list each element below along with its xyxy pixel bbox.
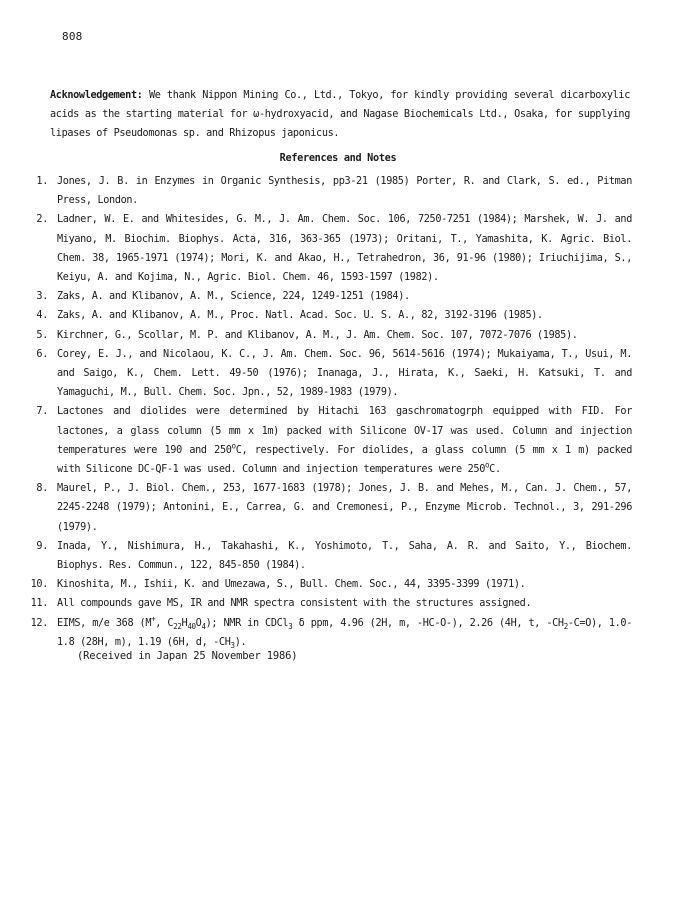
reference-number: 1. [36,176,48,187]
reference-text-part: C, respectively. For diolides, a glass column (5 mm x 1 m) packed with Silicone DC-QF-1 was used. Column and injection temperatures were 250 [57,444,632,476]
reference-text: Jones, J. B. in Enzymes in Organic Synthesis, pp3-21 (1985) Porter, R. and Clark, S. ed., Pitman Press, London. [57,176,632,207]
reference-item [20,306,632,325]
reference-text: Inada, Y., Nishimura, H., Takahashi, K., Yoshimoto, T., Saha, A. R. and Saito, Y., Biochem. Biophys. Res. Commun., 122, 845-850 (1984). [57,540,632,572]
degree-superscript: o [231,441,236,451]
reference-number: 2. [36,214,48,226]
reference-item [20,614,632,652]
reference-number: 10. [30,579,48,591]
acknowledgement-text: We thank Nippon Mining Co., Ltd., Tokyo, for kindly providing several dicarboxylic acids as the starting material for ω-hydroxyacid, and Nagase Biochemicals Ltd., Osaka, for supplying lipases of Pseudomonas sp. and Rhizopus japonicus. [50,90,630,140]
page-number: 808 [62,30,83,43]
reference-text: Ladner, W. E. and Whitesides, G. M., J. Am. Chem. Soc. 106, 7250-7251 (1984); Marshek, W. J. and Miyano, M. Biochim. Biophys. Acta, 316, 363-365 (1973); Oritani, T., Yamashita, K. Agric. Biol. Chem. 38, 1965-1971 (1974); Mori, K. and Akao, H., Tetrahedron, 36, 91-96 (1980); Iriuchijima, S., Keiyu, A. and Kojima, N., Agric. Biol. Chem. 46, 1593-1597 (1982). [57,214,632,284]
reference-text: Kirchner, G., Scollar, M. P. and Klibanov, A. M., J. Am. Chem. Soc. 107, 7072-7076 (1985). [57,329,578,341]
reference-text: Maurel, P., J. Biol. Chem., 253, 1677-1683 (1978); Jones, J. B. and Mehes, M., Can. J. Chem., 57, 2245-2248 (1979); Antonini, E., Carrea, G. and Cremonesi, P., Enzyme Microb. Technol., 3, 291-296 (1979). [57,483,632,533]
reference-number: 11. [30,598,48,610]
reference-item [20,172,632,210]
reference-item [20,287,632,306]
reference-text-part: C. [489,464,501,476]
reference-item [20,594,632,613]
reference-text: Zaks, A. and Klibanov, A. M., Proc. Natl. Acad. Soc. U. S. A., 82, 3192-3196 (1985). [57,310,543,322]
reference-item [20,210,632,287]
reference-text [57,614,632,652]
formula-subscript: 3 [230,640,235,650]
reference-number: 7. [36,406,48,418]
charge-superscript: + [151,614,156,624]
reference-text: All compounds gave MS, IR and NMR spectra consistent with the structures assigned. [57,598,532,610]
formula-subscript: 40 [187,621,196,631]
reference-item [20,402,632,479]
reference-number: 8. [36,483,48,495]
references-title: References and Notes [279,153,397,164]
formula-subscript: 22 [173,621,182,631]
reference-item [20,575,632,594]
reference-number: 9. [36,540,48,552]
reference-number: 5. [36,329,48,341]
reference-text-part: O [195,617,202,629]
received-date: (Received in Japan 25 November 1986) [77,650,298,662]
reference-text [57,402,632,479]
formula-subscript: 4 [201,621,206,631]
reference-text-part: δ ppm, 4.96 (2H, m, -HC-O-), 2.26 (4H, t, -CH [292,617,564,629]
acknowledgement-label: Acknowledgement: [50,90,143,101]
reference-item [20,479,632,537]
reference-text-part: Lactones and diolides were determined by Hitachi 163 gaschromatogrph equipped with FID. For lactones, a glass column (5 mm x 1m) packed with Silicone OV-17 was used. Column and injection temperatures were 190 and 250 [57,406,632,456]
reference-item [20,345,632,403]
reference-text-part: , C [155,617,174,629]
reference-text-part: EIMS, m/e 368 (M [57,617,152,629]
reference-item [20,537,632,575]
reference-text: Kinoshita, M., Ishii, K. and Umezawa, S., Bull. Chem. Soc., 44, 3395-3399 (1971). [57,579,526,591]
acknowledgement-paragraph [50,86,630,144]
formula-subscript: 2 [563,621,568,631]
references-list [20,172,632,652]
degree-superscript: o [484,460,490,470]
reference-text-part: H [181,617,188,629]
reference-text-part: ). [234,636,247,648]
reference-text: Zaks, A. and Klibanov, A. M., Science, 224, 1249-1251 (1984). [57,291,410,303]
reference-item [20,326,632,345]
reference-text: Corey, E. J., and Nicolaou, K. C., J. Am. Chem. Soc. 96, 5614-5616 (1974); Mukaiyama, T., Usui, M. and Saigo, K., Chem. Lett. 49-50 (1976); Inanaga, J., Hirata, K., Saeki, H. Katsuki, T. and Yamaguchi, M., Bull. Chem. Soc. Jpn., 52, 1989-1983 (1979). [57,348,632,399]
reference-number: 6. [36,348,48,360]
reference-text-part: ); NMR in CDCl [205,617,289,629]
reference-number: 12. [30,617,48,629]
reference-text-part: -C=O), 1.0-1.8 (28H, m), 1.19 (6H, d, -CH [57,617,633,648]
reference-number: 4. [36,310,48,322]
reference-number: 3. [36,291,48,303]
formula-subscript: 3 [288,621,293,631]
